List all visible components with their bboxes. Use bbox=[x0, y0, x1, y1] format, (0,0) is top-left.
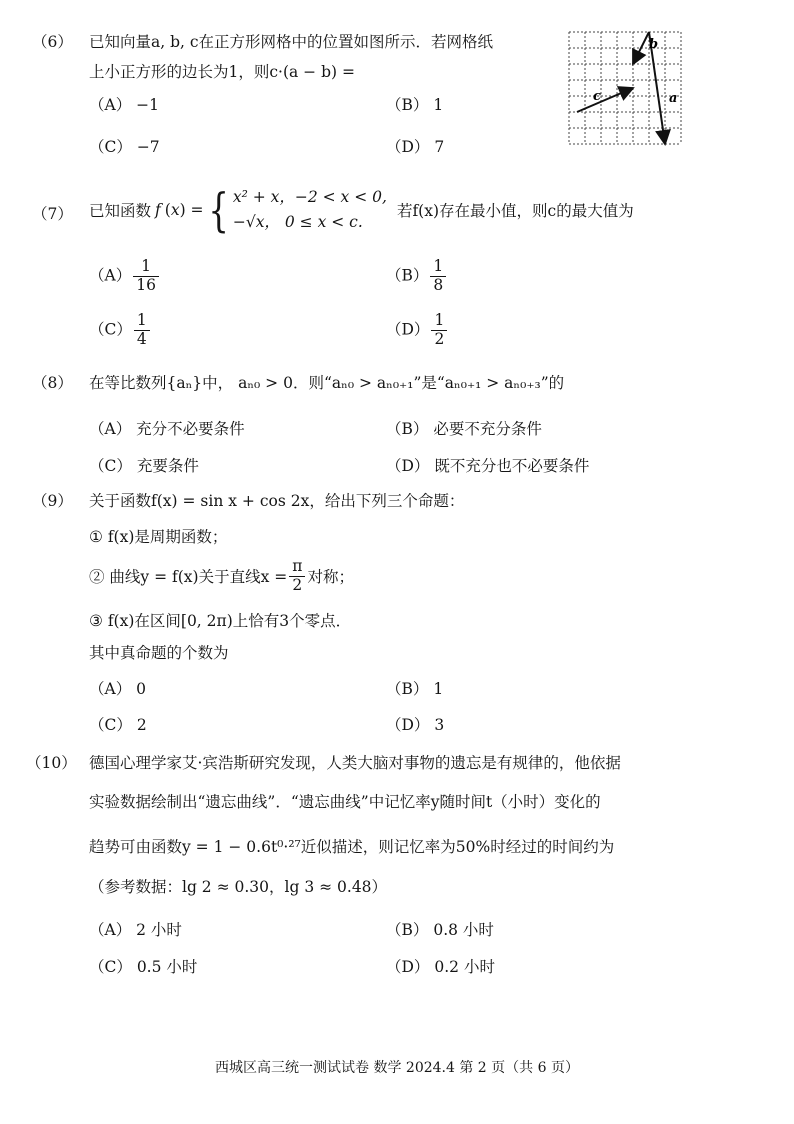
q10-line1: 德国心理学家艾·宾浩斯研究发现，人类大脑对事物的遗忘是有规律的，他依据 bbox=[89, 754, 621, 772]
q9-proposition-1: ① f(x)是周期函数； bbox=[89, 528, 228, 546]
q6-number: （6） bbox=[32, 33, 73, 51]
page-footer: 西城区高三统一测试试卷 数学 2024.4 第 2 页（共 6 页） bbox=[215, 1060, 579, 1076]
q7-piecewise: x² + x，−2 < x < 0, −√x， 0 ≤ x < c. bbox=[232, 188, 387, 231]
q9-proposition-2: ② 曲线y = f(x)关于直线x = $\frac{\pi}{2}$ 对称； bbox=[89, 557, 354, 594]
q7-number: （7） bbox=[32, 205, 73, 223]
q7-stem: 已知函数 f ( x ) = { x² + x，−2 < x < 0, −√x， 0 ≤ x < c. 若f(x)存在最小值，则c的最大值为 bbox=[89, 183, 634, 237]
q9-question: 其中真命题的个数为 bbox=[89, 644, 229, 662]
q10-line2: 实验数据绘制出“遗忘曲线”．“遗忘曲线”中记忆率y随时间t（小时）变化的 bbox=[89, 793, 601, 811]
q8-option-c: （C） 充要条件 bbox=[89, 457, 199, 475]
q9-number: （9） bbox=[32, 492, 73, 510]
q8-option-b: （B） 必要不充分条件 bbox=[386, 420, 542, 438]
q8-stem: 在等比数列{aₙ}中， aₙ₀ > 0．则“aₙ₀ > aₙ₀₊₁”是“aₙ₀₊₁ > aₙ₀₊₃”的 bbox=[89, 374, 565, 392]
q9-option-d: （D） 3 bbox=[386, 716, 445, 734]
q9-option-b: （B） 1 bbox=[386, 680, 444, 698]
brace-symbol: { bbox=[207, 183, 229, 237]
vector-grid-figure bbox=[565, 28, 689, 152]
q6-stem-line2: 上小正方形的边长为1，则c·(a − b) = bbox=[89, 63, 355, 81]
q9-option-c: （C） 2 bbox=[89, 716, 147, 734]
q6-option-b: （B） 1 bbox=[386, 96, 444, 114]
q10-option-c: （C） 0.5 小时 bbox=[89, 958, 198, 976]
q6-option-a: （A） −1 bbox=[89, 96, 159, 114]
q7-option-b: （B） $\frac{1}{8}$ bbox=[386, 258, 448, 295]
q6-stem-line1: 已知向量a, b, c在正方形网格中的位置如图所示．若网格纸 bbox=[89, 33, 494, 51]
vector-c-label: c bbox=[593, 89, 601, 104]
vector-b-label: b bbox=[649, 37, 659, 52]
q6-option-d: （D） 7 bbox=[386, 138, 445, 156]
q9-option-a: （A） 0 bbox=[89, 680, 147, 698]
q10-option-a: （A） 2 小时 bbox=[89, 921, 182, 939]
q6-option-c: （C） −7 bbox=[89, 138, 160, 156]
q7-option-d: （D） $\frac{1}{2}$ bbox=[386, 312, 449, 349]
q10-line3: 趋势可由函数y = 1 − 0.6t⁰·²⁷近似描述，则记忆率为50%时经过的时间约为 bbox=[89, 838, 615, 856]
q9-proposition-3: ③ f(x)在区间[0, 2π)上恰有3个零点． bbox=[89, 612, 352, 630]
q7-option-a: （A） $\frac{1}{16}$ bbox=[89, 258, 161, 295]
q8-option-d: （D） 既不充分也不必要条件 bbox=[386, 457, 590, 475]
q9-stem: 关于函数f(x) = sin x + cos 2x，给出下列三个命题： bbox=[89, 492, 465, 510]
q10-number: （10） bbox=[26, 754, 77, 772]
q7-stem-suffix: 若f(x)存在最小值，则c的最大值为 bbox=[396, 202, 634, 220]
q10-reference-data: （参考数据：lg 2 ≈ 0.30，lg 3 ≈ 0.48） bbox=[89, 878, 388, 896]
q8-number: （8） bbox=[32, 374, 73, 392]
q8-option-a: （A） 充分不必要条件 bbox=[89, 420, 245, 438]
vector-a-label: a bbox=[669, 91, 678, 106]
q10-option-b: （B） 0.8 小时 bbox=[386, 921, 494, 939]
q7-stem-prefix: 已知函数 bbox=[89, 202, 152, 220]
q7-option-c: （C） $\frac{1}{4}$ bbox=[89, 312, 152, 349]
q10-option-d: （D） 0.2 小时 bbox=[386, 958, 495, 976]
